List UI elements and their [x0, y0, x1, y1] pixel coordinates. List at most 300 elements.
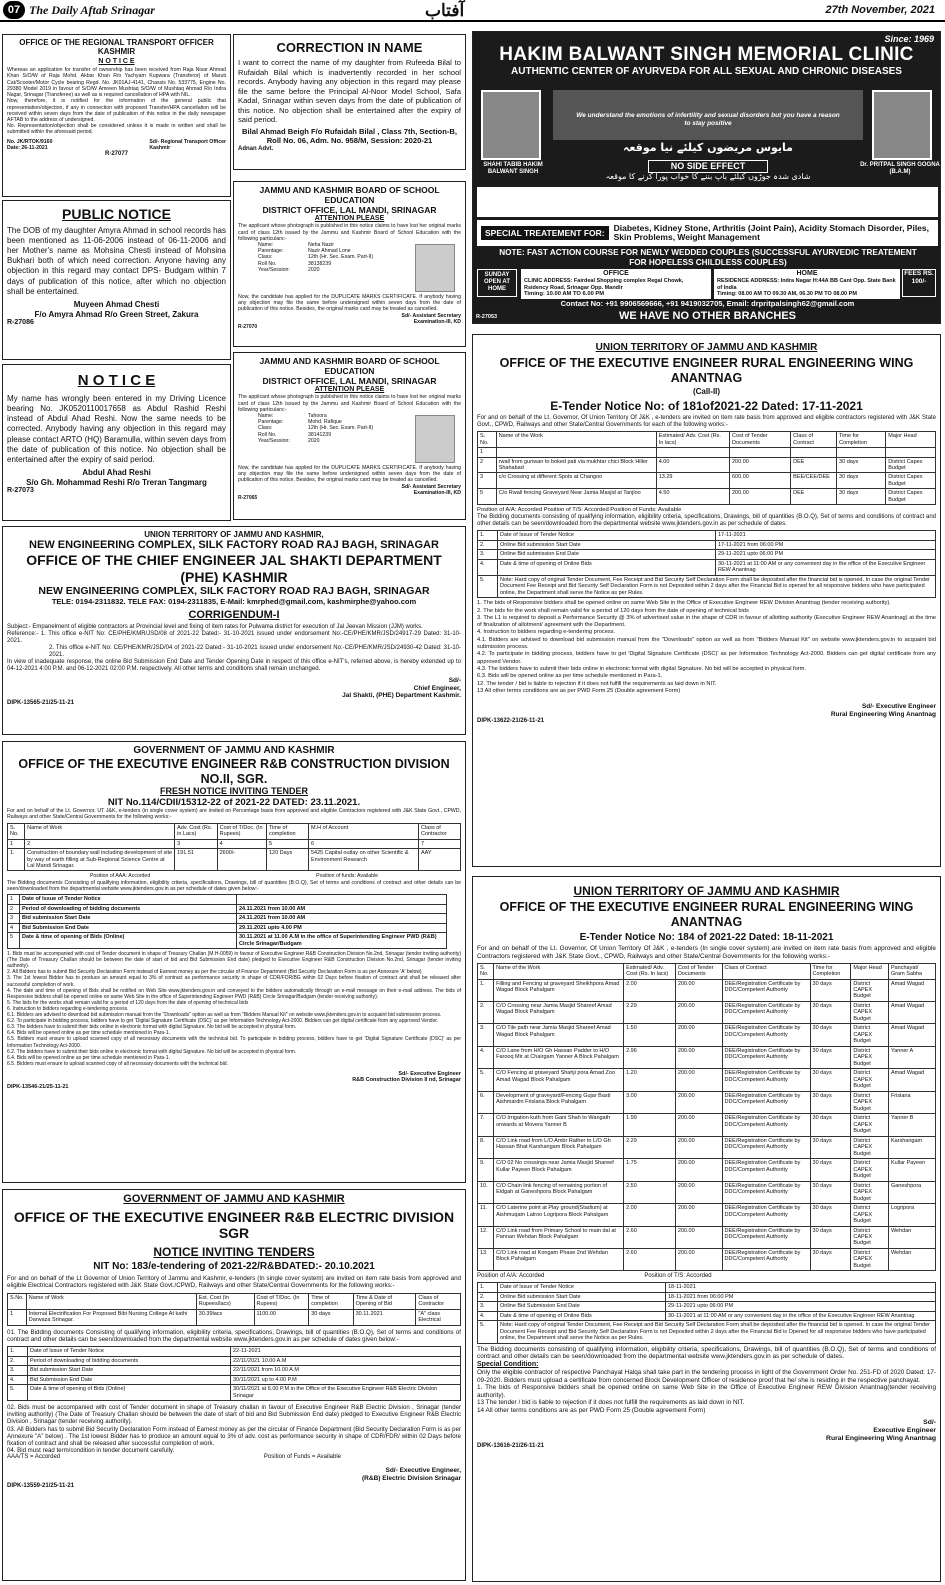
table-cell: Online Bid submission Start Date [498, 540, 716, 549]
rb2-line-2: OFFICE OF THE EXECUTIVE ENGINEER R&B CONSTRUCTION DIVISION NO.II, SGR. [18, 756, 450, 786]
table-cell: 3. [478, 1024, 494, 1046]
page-header [0, 0, 945, 22]
table-header: Time for Completion [810, 963, 851, 979]
table-cell: Logripora [888, 1204, 935, 1226]
public-notice-signatory-2: F/o Amyra Ahmad R/o Green Street, Zakura [34, 309, 199, 319]
bose-1-body: The applicant whose photograph is published in this notice claims to have lost her original marks card of class 12th issued by the Jammu and Kashmir Board of School Education with the following particulars:- [238, 223, 461, 242]
table-row [478, 1136, 936, 1158]
table-header: Estimated/ Adv. Cost (Rs. In lacs) [624, 963, 676, 979]
phe-corrigendum-title: CORRIGENDUM-I [188, 608, 280, 621]
table-row [478, 473, 936, 489]
table-cell: DEE/Registration Certificate by DDC/Competent Authority [722, 1204, 810, 1226]
rbe-works-table [7, 1293, 461, 1326]
table-cell: DEE/Registration Certificate by DDC/Competent Authority [722, 979, 810, 1001]
table-row [478, 1001, 936, 1023]
special-label: SPECIAL TREATEMENT FOR: [481, 226, 609, 240]
term-item: 6. Instruction to bidders regarding e-tendering process. [7, 1005, 129, 1012]
bose-1-signatory-2: Examination-III, KD [413, 318, 461, 325]
rew1-signatory-2: Rural Engineering Wing Anantnag [830, 710, 936, 718]
table-cell: District CAPEX Budget [851, 1091, 889, 1113]
rb2-works-table [7, 823, 461, 872]
term-item: 4. The date and time of opening of Bids shall be notified on Web Site www.jktenders.gov.in and conveyed to the bidders automatically through an e-mail message on their e-mail address. The bids of Responsive bidders shall be opened online on same Web Site in the office of Superintending Engineer PWD (R&B) Circle Srinagar/Budgam (tender receiving authority). [7, 987, 461, 1000]
table-cell: 30 days [837, 473, 886, 489]
bose-2-attention: ATTENTION PLEASE [314, 386, 385, 394]
term-item: 04. Bid must read term/condition in tender document carefully. [7, 1447, 175, 1455]
table-cell: District CAPEX Budget [851, 1001, 889, 1023]
table-cell: "A" class Electrical [416, 1309, 461, 1325]
public-notice-ref: R-27086 [7, 319, 34, 327]
table-cell: 30 days [837, 457, 886, 473]
rew2-special-text: Only the eligible contractor of respective Panchayat Halqa shall take part in the tendering process in light of the Government Order No. 251-FD of 2020 Dated: 17-09-2020. Bidders must upload a certificate from concerned Block Development Officer of residence proof that he/ she is residing in the respective panchayat. [477, 1369, 936, 1384]
public-notice-title: PUBLIC NOTICE [62, 206, 171, 222]
field-label: Year/Session: [258, 266, 290, 273]
rto-body: Whereas an application for transfer of ownership has been received from Raja Nisar Ahmad Khan S/O/W of Raja Mohd. Akbar Khan R/o Yachyam Kupwara (Transferor) of Maruti Cat/Scooter/Motor Cycle bearing Regd. No. JK01AJ-4141, Chassis No. 533775, Engine No. 29380 Model 2019 in favour of S/O/W Amreen Mushtaq S/O/W of Mushtaq Ahmad R/o Indra Nagar, Srinagar (Transferee) as well as is required cancellation of HPA with NIL. [7, 67, 226, 99]
table-row [8, 1309, 461, 1325]
special-treatment-row [477, 220, 938, 246]
table-cell: 1 [8, 839, 25, 848]
table-cell: District CAPEX Budget [851, 1248, 889, 1270]
table-cell: Date of Issue of Tender Notice [498, 1283, 666, 1292]
table-cell: C/O Crossing near Jamia Masjid Shareef Amad Wagad Block Pahalgam [494, 1001, 624, 1023]
table-header: S. No. [8, 823, 25, 839]
rto-notice [2, 34, 231, 197]
rew2-line-1: UNION TERRITORY OF JAMMU AND KASHMIR [573, 884, 840, 898]
table-cell: 3.00 [624, 1091, 676, 1113]
table-row [8, 1385, 461, 1401]
table-header: Time for Completion [837, 432, 886, 448]
office-timing: Timing: 10.00 AM TO 6.00 PM [524, 291, 605, 298]
dl-notice [2, 364, 231, 521]
table-cell: 6 [308, 839, 418, 848]
table-row [478, 1069, 936, 1091]
dl-notice-signatory-2: S/o Gh. Mohammad Reshi R/o Treran Tangmarg [26, 477, 207, 487]
rb2-dates-table [7, 894, 447, 949]
table-cell: 30 days [810, 1181, 851, 1203]
phe-corrigendum [2, 526, 466, 735]
rew2-aa: Position of A/A: Accorded [477, 1273, 545, 1280]
table-row [8, 904, 447, 913]
rb2-position-funds: Position of funds: Available [316, 873, 379, 880]
phe-line-3: OFFICE OF THE CHIEF ENGINEER JAL SHAKTI DEPARTMENT (PHE) KASHMIR [26, 552, 442, 585]
table-row [478, 457, 936, 473]
table-cell: 5 [8, 933, 20, 949]
table-cell: 18-11-2021 from 06:00 PM [666, 1292, 936, 1301]
table-cell: 29-11-2021 upto 06:00 PM [716, 550, 936, 559]
table-cell: Date & time of opening of Online Bids [498, 559, 716, 575]
rto-subtitle: N O T I C E [98, 57, 135, 65]
table-cell: Note: Hard copy of original Tender Document, Fee Receipt and Bid Security Self Declaration Form shall be deposited after the financial bid is opened. In case the original Tender Document Fee Receipt and Bid Security Self Declaration Form is not Deposited within 2 days after the Financial Bid is Opened for all responsive bidders who have participated online, the Department shall serve the Notice as per Rules. [498, 1321, 936, 1343]
rto-ref: R-27077 [104, 151, 128, 158]
table-cell: 5 [478, 489, 497, 505]
page-number: 07 [3, 1, 25, 19]
bose-2-signatory-2: Examination-III, KD [413, 489, 461, 496]
table-cell: 1 [478, 448, 497, 457]
table-row [478, 1302, 936, 1311]
table-cell: Amad Wagad [888, 979, 935, 1001]
rb-electric-tender [2, 1189, 466, 1581]
correction-signatory: Bilal Ahmad Beigh F/o Rufaidah Bilal , Class 7th, Section-B, Roll No. 06, Adm. No. 958/M, Session: 2020-21 [242, 126, 457, 146]
office-label: OFFICE [603, 270, 629, 277]
field-value: 12th (Hr. Sec. Exam. Part-II) [308, 254, 374, 261]
field-label: Parentage: [258, 248, 284, 255]
rew2-special-heading: Special Condition: [477, 1360, 539, 1368]
public-notice-signatory: Muyeen Ahmad Chesti [73, 300, 160, 310]
rto-date: Date: 26-11-2021 [7, 144, 48, 151]
table-cell: District CAPEX Budget [851, 1024, 889, 1046]
table-header: Cost of T/Doc. (In Rupees) [217, 823, 266, 839]
table-header: Time of completion [266, 823, 308, 839]
table-cell: 200.00 [675, 1046, 722, 1068]
table-cell: C/O Laterine point at Play ground(Stadium) at Aishmuqam Latroo Logripora Block Pahalgam [494, 1204, 624, 1226]
table-cell: 4.50 [656, 489, 729, 505]
table-cell: 200.00 [675, 1181, 722, 1203]
table-row [8, 1356, 461, 1365]
table-cell: DEE/Registration Certificate by DDC/Competent Authority [722, 1114, 810, 1136]
term-item: 2. The bids for the work shall remain valid for a period of 120 days from the date of opening of technical bids [477, 607, 749, 614]
table-cell: 30 days [810, 1114, 851, 1136]
table-cell: Date of Issue of Tender Notice [20, 895, 237, 904]
rew2-ts: Position of T/S: Accorded [644, 1273, 712, 1280]
table-cell: C/O Link road from L/O Ambr Rather to L/O Gh Hassan Bhat Karshangam Block Pahalgam [494, 1136, 624, 1158]
table-cell: District CAPEX Budget [851, 1046, 889, 1068]
table-cell: 2 [8, 904, 20, 913]
term-item: 3. The 1st lowest Bidder has to produce an amount equal to 3% of contract as performance security in shape of CDR/FDR/BG within 02 Days before fixation of contract and shall be released after successful completion of work. [7, 975, 461, 988]
table-cell [730, 448, 791, 457]
clinic-urdu-line-2: شادی شدہ جوڑوں کیلئے باپ بننے کا خواب پورا کرنے کا موقعہ [605, 172, 811, 181]
public-notice-body: The DOB of my daughter Amyra Ahmad in school records has been mentioned as 11-06-2006 instead of 06-11-2006 and her Mother's name as Mohsina Chesti instead of Mohsina Bukhari both of which need correction. Anyone having any objection in this regard may contact DPS- Budgam within 7 days of publication of this notice, after which no objection shall be entertained. [7, 225, 226, 296]
table-cell: 200.00 [675, 1024, 722, 1046]
table-cell: 2.00 [624, 979, 676, 1001]
table-cell: DEE/Registration Certificate by DDC/Competent Authority [722, 1159, 810, 1181]
table-cell: 200.00 [675, 1136, 722, 1158]
table-cell: Ganeshpora [888, 1181, 935, 1203]
field-value: Mohd. Rafique [308, 419, 342, 426]
table-cell: Amad Wagad [888, 1001, 935, 1023]
home-timing: Timing: 08.00 AM TO 09.30 AM, 06.30 PM TO 08.00 PM [717, 291, 857, 298]
table-header: Name of the Work [494, 963, 624, 979]
table-cell: BEE/CEE/DEE [791, 473, 837, 489]
table-row [478, 1024, 936, 1046]
table-header: Cost of Tender Documents [675, 963, 722, 979]
clinic-urdu-line-1: مایوس مریضوں کیلئے نیا موقعہ [622, 141, 793, 154]
table-header: Time of completion [309, 1293, 353, 1309]
term-item: 4.2. To participate in bidding process, bidders have to get 'Digital Signature Certificate (DSC)' as per Information Technology Act-2000. Bidders can get digital certificate from any approved Vendor. [477, 651, 936, 665]
rb2-line-1: GOVERNMENT OF JAMMU AND KASHMIR [133, 745, 335, 756]
doctor-name: Dr. PRITPAL SINGH GOGNA (B.A.M) [860, 162, 940, 176]
table-cell: 30 days [810, 1226, 851, 1248]
clinic-contact: Contact No: +91 9906569666, +91 9419032705, Email: drpritpalsingh62@gmail.com [560, 299, 855, 308]
table-cell: C/O Irrigation kuth from Gani Shah to Wangath onwards at Movera Yanner B [494, 1114, 624, 1136]
rb2-para: The Bidding documents Consisting of qualifying information, eligibility criteria, specifications, Drawings, bill of quantities (B.O.Q), Set of terms and conditions of contract and other details can be seen/downloaded from the departmental website www.jktenders.gov.in as per schedule of dates given below:- [7, 879, 461, 892]
rew2-signatory-3: Rural Engineering Wing Anantnag [826, 1434, 936, 1442]
table-cell: 18-11-2021 [666, 1283, 936, 1292]
bose-notice-2 [233, 352, 466, 520]
table-cell: District CAPEX Budget [851, 1204, 889, 1226]
rb2-ref: DIPK-13546-21/25-11-21 [7, 1083, 69, 1090]
bose-2-subtitle: DISTRICT OFFICE, LAL MANDI, SRINAGAR [262, 376, 437, 387]
table-cell: C/O Fencing at graveyard Shahji pora Amad Zoo Amad Wagad Block Pahalgam [494, 1069, 624, 1091]
rb2-intro: For and on behalf of the Lt. Governor, UT J&K, e-tenders (in single cover system) are invited on Percentage basis from approved and eligible Contractors registered with J&K State Govt., CPWD, Railways and other State/Central Governments for the following works:- [7, 808, 461, 821]
table-cell: 1.50 [624, 1024, 676, 1046]
table-header: Major Head [851, 963, 889, 979]
rbe-funds: Position of Funds = Available [263, 1454, 341, 1461]
rew1-para: The Bidding documents consisting of qualifying information, eligibility criteria, specifications, Drawings, bill of quantities (B.O.Q), Set of terms and conditions of contract and other details can be seen/downloaded from the departmental website www.jktenders.gov.in as per schedule of dates. [477, 514, 936, 528]
clinic-tagline: We understand the emotions of infertility and sexual disorders but you have a reason to stay positive [576, 112, 840, 127]
table-cell: 600.00 [730, 473, 791, 489]
table-cell: District CAPEX Budget [851, 1181, 889, 1203]
rew1-line-4: E-Tender Notice No: of 181of2021-22 Dated: 17-11-2021 [550, 398, 863, 413]
rew1-signatory: Sd/- Executive Engineer [861, 703, 936, 711]
bose-2-title: JAMMU AND KASHMIR BOARD OF SCHOOL EDUCATION [259, 356, 440, 377]
table-cell: 200.00 [675, 1091, 722, 1113]
table-cell: 3 [8, 914, 20, 923]
rbe-intro: For and on behalf of the Lt Governor of Union Territory of Jammu and Kashmir, e-tenders (In single cover system) are invited on item rate basis from approved and eligible Electrical Contractors registered with J&K State Govt./CPWD, Railways and other State/Central Governments for the following works:- [7, 1274, 461, 1290]
table-header: S. No. [478, 432, 497, 448]
table-row [8, 895, 447, 904]
table-cell: 2. [478, 1292, 498, 1301]
table-cell: 22/11/2021 10.00 A.M [231, 1356, 461, 1365]
table-cell: Online Bid submission Start Date [498, 1292, 666, 1301]
table-cell: 30.11.2021 at 11.00 A.M in the office of Superintending Engineer PWD (R&B) Circle Srinagar/Budgam [237, 933, 447, 949]
rto-signatory-2: Kashmir [149, 144, 171, 151]
clinic-title: HAKIM BALWANT SINGH MEMORIAL CLINIC [499, 44, 914, 65]
table-cell: Date & time of opening of Bids (Online) [20, 933, 237, 949]
table-cell [791, 448, 837, 457]
table-cell: 3. [478, 1302, 498, 1311]
table-cell: DEE/Registration Certificate by DDC/Competent Authority [722, 1226, 810, 1248]
table-cell: DEE/Registration Certificate by DDC/Competent Authority [722, 1069, 810, 1091]
table-cell: Wehdan [888, 1226, 935, 1248]
table-cell: 29-11-2021 upto 06:00 PM [666, 1302, 936, 1311]
rb2-line-3: FRESH NOTICE INVITING TENDER [159, 786, 308, 797]
table-cell: 30 days [309, 1309, 353, 1325]
table-cell: Amad Wagad [888, 1024, 935, 1046]
table-cell: Note: Hard copy of original Tender Document, Fee Receipt and Bid Security Self Declaration Form shall be deposited after the financial bid is opened. In case the original Tender Document Fee Receipt and Bid Security Self Declaration Form is not Deposited within 2 days after the Financial Bid is opened for all responsive bidders who have participated online, the Department shall serve the Notice as per Rules. [498, 575, 936, 597]
table-cell: C/O Tile path near Jamia Masjid Shareef Amad Wagad Block Pahalgam [494, 1024, 624, 1046]
table-header: Name of the Work [496, 432, 656, 448]
table-header: Class of Contract [791, 432, 837, 448]
table-cell: 1.75 [624, 1159, 676, 1181]
table-cell: AAY [418, 849, 460, 871]
newspaper-name: The Daily Aftab Srinagar [29, 2, 155, 17]
rew2-ref: DIPK-13616-21/26-11-21 [477, 1442, 545, 1449]
table-cell: DEE/Registration Certificate by DDC/Competent Authority [722, 1091, 810, 1113]
term-item: 4.3. The bidders have to submit their bids online in electronic format with digital Signature. No bid will be accepted in physical form. [477, 665, 806, 672]
table-row [478, 448, 936, 457]
table-cell: 2.00 [624, 1204, 676, 1226]
correction-title: CORRECTION IN NAME [276, 40, 423, 55]
term-item: 6.3. The bidders have to submit their bids online in electronic format with digital Signature. No bid will be accepted in physical form. [7, 1024, 297, 1031]
field-label: Name: [258, 413, 274, 419]
rto-body-2: Now, therefore, it is notified for the information of the general public that representation/objection, if any in connection with proposed Transfer/HPA cancellation will be received within seven days from the date of publication of this notice in the daily newspaper AFTAB to the address of undersigned. [7, 98, 226, 123]
field-label: Roll No. [258, 431, 277, 438]
public-notice [2, 200, 231, 360]
table-cell: 1 [8, 1309, 27, 1325]
table-cell: c/o Crossing at different Spots at Changoo [496, 473, 656, 489]
table-cell: 17-11-2021 from 06:00 PM [716, 540, 936, 549]
table-cell: Online Bid submission End Date [498, 550, 716, 559]
table-row [478, 559, 936, 575]
table-cell: DEE [791, 457, 837, 473]
table-cell: 4. [478, 1311, 498, 1320]
term-item: 3. The L1 is required to deposit a Performance Security @ 3% of advertised value in the shape of CDR in favour of allotting authority (Executive Engineer REW Anantnag) at the time of finalization of allotment/ agreement with the Department. [477, 614, 936, 629]
table-cell: 200.00 [675, 1069, 722, 1091]
table-row [478, 1091, 936, 1113]
table-cell: 200.00 [675, 1001, 722, 1023]
table-cell: 5. [478, 575, 498, 597]
table-cell: 5425 Capital outlay on other Scientific & Environment Research [308, 849, 418, 871]
table-row [8, 1366, 461, 1375]
term-item: 6.5. Bidders must ensure to upload scanned copy of all necessary documents with the technical bid. [7, 1060, 228, 1067]
rew1-works-table [477, 431, 936, 505]
table-cell: 30 days [810, 1091, 851, 1113]
rew2-signatory-2: Executive Engineer [873, 1426, 936, 1434]
table-row [478, 489, 936, 505]
phe-line-4: NEW ENGINEERING COMPLEX, SILK FACTORY ROAD RAJ BAGH, SRINAGAR [38, 585, 430, 598]
table-cell: 2.29 [624, 1001, 676, 1023]
table-cell: 13.29 [656, 473, 729, 489]
phe-reference-2: 2. This office e-NIT No: CE/PHE/KMR/JSD/04 of 2021-22 Dated:- 31-10-2021 issued under endorsement No:-CE/PHE/KMR/JSD/24930-42 Dated: 31-10-2021. [49, 644, 461, 658]
rew-tender-1 [472, 334, 941, 867]
field-value: 2020 [308, 437, 320, 444]
table-cell: Bid Submission End Date [28, 1375, 231, 1384]
phe-reference-1: Reference:- 1. This office e-NIT No: CE/PHE/KMR/JSD/08 of 2021-22 Dated:- 31-10-2021 issued under endorsement No:-CE/PHE/KMR/JSD/24917-29 Dated: 31-10-2021. [7, 630, 461, 644]
term-item: 2. All Bidders has to submit Bid Security Declaration Form instead of Earnest money as per the circular of Finance Department (Bid Security Declaration Form is as per Annexure 'A' below) [7, 969, 422, 976]
phe-ref: DIPK-13565-21/25-11-21 [7, 700, 75, 707]
term-item: 12. The tender / bid is liable to rejection if it does not fulfill the requirements as laid down in NIT. [477, 680, 717, 687]
term-item: 02. Bids must be accompanied with cost of Tender document in shape of Treasury challan in favour of Executive Engineer R&B Electric Division , Srinagar (tender inviting authority) (The Date of Treasury Challan should be between the date of start of bid and Bid Submission End date) pledged to Executive Engineer R&B Electric Division , Srinagar (tender receiving authority). [7, 1404, 461, 1426]
table-cell: 6. [478, 1091, 494, 1113]
table-cell: 4.00 [656, 457, 729, 473]
banner-image [553, 90, 863, 140]
special-diseases: Diabetes, Kidney Stone, Arthritis (Joint Pain), Acidity Stomach Disorder, Piles, Skin Problems, Weight Management [613, 222, 929, 242]
rto-body-3: No. Representation/objection shall be considered unless it is made in written and shall be submitted within the aforesaid period. [7, 123, 226, 136]
table-cell [886, 448, 936, 457]
table-cell: 30 days [810, 1069, 851, 1091]
table-cell: 22-11-2021 [231, 1347, 461, 1356]
table-cell: District CAPEX Budget [851, 1114, 889, 1136]
bose-2-ref: R-27065 [238, 495, 258, 502]
table-cell: 4. [478, 1046, 494, 1068]
table-cell: 200.00 [675, 1226, 722, 1248]
field-value: 2020 [308, 266, 320, 273]
bose-1-subtitle: DISTRICT OFFICE, LAL MANDI, SRINAGAR [262, 205, 437, 216]
term-item: 6.2. To participate in bidding process, bidders have to get 'Digital Signature Certificate (DSC)' as per Information Technology Act-2000. Bidders can get digital certificate from any approved Vendor. [7, 1018, 439, 1025]
phe-signatory-2: Chief Engineer, [413, 684, 461, 692]
table-cell: 2.60 [624, 1248, 676, 1270]
table-cell: 2600/- [217, 849, 266, 871]
phe-signatory-3: Jal Shakti, (PHE) Department Kashmir. [342, 692, 461, 700]
table-cell: 200.00 [675, 1114, 722, 1136]
hakim-photo [481, 90, 541, 160]
bose-1-attention: ATTENTION PLEASE [314, 215, 385, 223]
table-header: Name of Work [25, 823, 175, 839]
table-cell: 2.96 [624, 1046, 676, 1068]
rbe-signatory: Sd/- Executive Engineer, [385, 1467, 461, 1475]
table-row [478, 575, 936, 597]
rbe-dates-table [7, 1346, 461, 1401]
table-row [478, 1114, 936, 1136]
table-cell: 3 [478, 473, 497, 489]
table-cell: Development of graveyard/Fencing Gujar Basti Aishmardin Frislana Block Pahalgam [494, 1091, 624, 1113]
table-row [478, 540, 936, 549]
table-row [478, 1181, 936, 1203]
table-header: S.No. [8, 1293, 27, 1309]
rbe-line-3: NOTICE INVITING TENDERS [153, 1245, 315, 1259]
table-cell: 30 days [810, 1136, 851, 1158]
table-cell [496, 448, 656, 457]
table-cell: C/O Lane from H/O Gh Hassan Padder to H/O Farooq Mir at Chairgam Yanner A Block Pahalgam [494, 1046, 624, 1068]
term-item: 6.4. Bids will be opened online as per time schedule mentioned in Para-1. [7, 1030, 170, 1037]
table-cell: 1. [478, 1283, 498, 1292]
rew1-line-1: UNION TERRITORY OF JAMMU AND KASHMIR [595, 342, 818, 353]
rb2-line-4: NIT No.114/CDII/15312-22 of 2021-22 DATED: 23.11.2021. [107, 796, 361, 808]
table-cell: Filling and Fencing at graveyard Sheikhpora Amad Wagad Block Pahalgam [494, 979, 624, 1001]
field-label: Name: [258, 242, 274, 248]
bose-1-footer: Now, the candidate has applied for the DUPLICATE MARKS CERTIFICATE. If anybody having any objection may file the same before undersigned within seven days from the date of publication of this notice. Besides, the original marks card may be treated as cancelled. [238, 294, 461, 313]
term-item: 5. The bids for the works shall remain valid for a period of 120 days from the date of opening of technical bids [7, 999, 249, 1006]
table-cell: 200.00 [675, 1248, 722, 1270]
table-cell: 1. [478, 979, 494, 1001]
term-item: 6.4. Bids will be opened online as per time schedule mentioned in Para-1. [7, 1054, 170, 1061]
bose-1-title: JAMMU AND KASHMIR BOARD OF SCHOOL EDUCATION [259, 185, 440, 206]
table-cell: 1. [478, 531, 498, 540]
urdu-text-block [477, 187, 938, 217]
rew2-dates-table [477, 1282, 936, 1343]
table-cell: 3 [175, 839, 217, 848]
table-cell: 4. [8, 1375, 28, 1384]
table-cell: 1100.00 [254, 1309, 309, 1325]
table-cell: Yanner B [888, 1114, 935, 1136]
table-cell: 4 [8, 923, 20, 932]
table-cell: DEE/Registration Certificate by DDC/Competent Authority [722, 1001, 810, 1023]
rb-construction-tender [2, 741, 466, 1183]
table-cell: 4 [217, 839, 266, 848]
rew2-line-3: E-Tender Notice No: 184 of 2021-22 Dated: 18-11-2021 [579, 931, 834, 943]
dl-notice-ref: R-27073 [7, 487, 34, 495]
rew-tender-2 [472, 876, 941, 1582]
rbe-signatory-2: (R&B) Electric Division Srinagar [362, 1475, 461, 1483]
term-item: 13 The tender / bid is liable to rejection if it does not fulfill the requirements as laid down in NIT. [477, 1399, 745, 1407]
field-value: Neha Nazir [308, 242, 334, 248]
table-cell [237, 895, 447, 904]
term-item: 03. All Bidders has to submit Bid Security Declaration Form instead of Earnest money as per the circular of Finance Department (Bid Security Declaration Form is as per Annexure "A" below) . The 1st lowest Bidder has to produce an amount equal to 3% of adv. cost as performance security in shape of CDR/FDR/ within 02 Days before fixation of contract and shall be released after successful completion of work. [7, 1425, 461, 1447]
table-cell: Date & time of opening of Bids (Online) [28, 1385, 231, 1401]
table-cell: 200.00 [730, 489, 791, 505]
phe-line-1: UNION TERRITORY OF JAMMU AND KASHMIR, [144, 530, 324, 539]
clinic-ref: R-27053 [476, 314, 498, 320]
table-cell: District Capex Budget [886, 473, 936, 489]
rto-signatory: Sd/- Regional Transport Officer [149, 138, 226, 145]
field-value: 38141239 [308, 431, 332, 438]
rew1-line-2: OFFICE OF THE EXECUTIVE ENGINEER RURAL ENGINEERING WING ANANTNAG [499, 355, 914, 385]
table-cell: C/O 02 No crossings near Jamia Masjid Shareef Kullar Payeen Block Pahalgam [494, 1159, 624, 1181]
table-header: Adv. Cost (Rs. in Lacs) [175, 823, 217, 839]
table-cell: 5. [8, 1385, 28, 1401]
table-cell: District CAPEX Budget [851, 1069, 889, 1091]
table-cell: District CAPEX Budget [851, 1136, 889, 1158]
field-value: 12th (Hr. Sec. Exam. Part-II) [308, 425, 374, 432]
table-cell: 200.00 [675, 979, 722, 1001]
table-cell: 3. [478, 550, 498, 559]
table-cell: Date of Issue of Tender Notice [498, 531, 716, 540]
table-cell: District CAPEX Budget [851, 1226, 889, 1248]
table-header: Estimated/ Adv. Cost (Rs. In lacs) [656, 432, 729, 448]
bose-1-ref: R-27070 [238, 324, 258, 331]
table-cell: 24.11.2021 from 10.00 AM [237, 904, 447, 913]
doctor-photo [872, 90, 932, 160]
table-cell: 30 days [810, 1159, 851, 1181]
